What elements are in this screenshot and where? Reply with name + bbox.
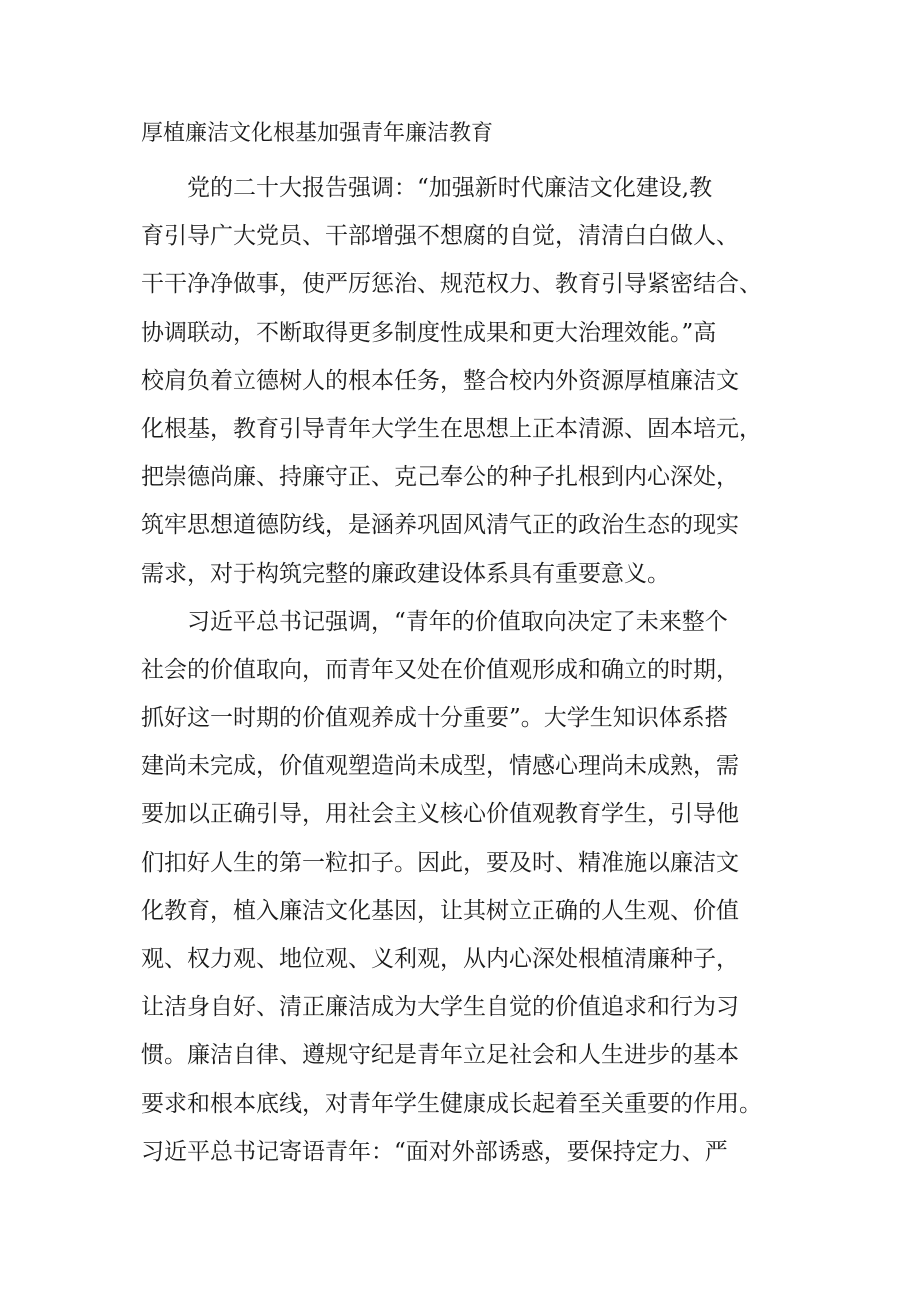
body-line: 抓好这一时期的价值观养成十分重要”。大学生知识体系搭 <box>141 705 728 732</box>
body-line: 协调联动，不断取得更多制度性成果和更大治理效能。”高 <box>141 319 717 346</box>
body-line: 社会的价值取向，而青年又处在价值观形成和确立的时期， <box>141 656 739 683</box>
body-line: 育引导广大党员、干部增强不想腐的自觉，清清白白做人、 <box>141 223 739 250</box>
document-body <box>141 164 801 1176</box>
body-line: 让洁身自好、清正廉洁成为大学生自觉的价值追求和行为习 <box>141 994 739 1021</box>
body-line: 习近平总书记强调，“青年的价值取向决定了未来整个 <box>187 608 728 635</box>
body-line: 观、权力观、地位观、义利观，从内心深处根植清廉种子， <box>141 946 739 972</box>
body-line: 筑牢思想道德防线，是涵养巩固风清气正的政治生态的现实 <box>141 512 739 539</box>
body-line: 干干净净做事，使严厉惩治、规范权力、教育引导紧密结合、 <box>141 271 762 298</box>
document-title: 厚植廉洁文化根基加强青年廉洁教育 <box>141 121 494 146</box>
body-line: 惯。廉洁自律、遵规守纪是青年立足社会和人生进步的基本 <box>141 1042 739 1069</box>
body-line: 习近平总书记寄语青年：“面对外部诱惑，要保持定力、严 <box>141 1138 728 1165</box>
body-line: 建尚未完成，价值观塑造尚未成型，情感心理尚未成熟，需 <box>141 753 739 780</box>
body-line: 党的二十大报告强调：“加强新时代廉洁文化建设,教 <box>187 175 713 201</box>
body-line: 需求，对于构筑完整的廉政建设体系具有重要意义。 <box>141 560 670 587</box>
body-line: 要求和根本底线，对青年学生健康成长起着至关重要的作用。 <box>141 1090 762 1117</box>
body-line: 化教育，植入廉洁文化基因，让其树立正确的人生观、价值 <box>141 897 739 924</box>
body-line: 把崇德尚廉、持廉守正、克己奉公的种子扎根到内心深处， <box>141 464 739 491</box>
body-line: 要加以正确引导，用社会主义核心价值观教育学生，引导他 <box>141 801 739 828</box>
body-line: 化根基，教育引导青年大学生在思想上正本清源、固本培元， <box>141 415 762 442</box>
body-line: 校肩负着立德树人的根本任务，整合校内外资源厚植廉洁文 <box>141 367 739 394</box>
body-line: 们扣好人生的第一粒扣子。因此，要及时、精准施以廉洁文 <box>141 849 739 876</box>
